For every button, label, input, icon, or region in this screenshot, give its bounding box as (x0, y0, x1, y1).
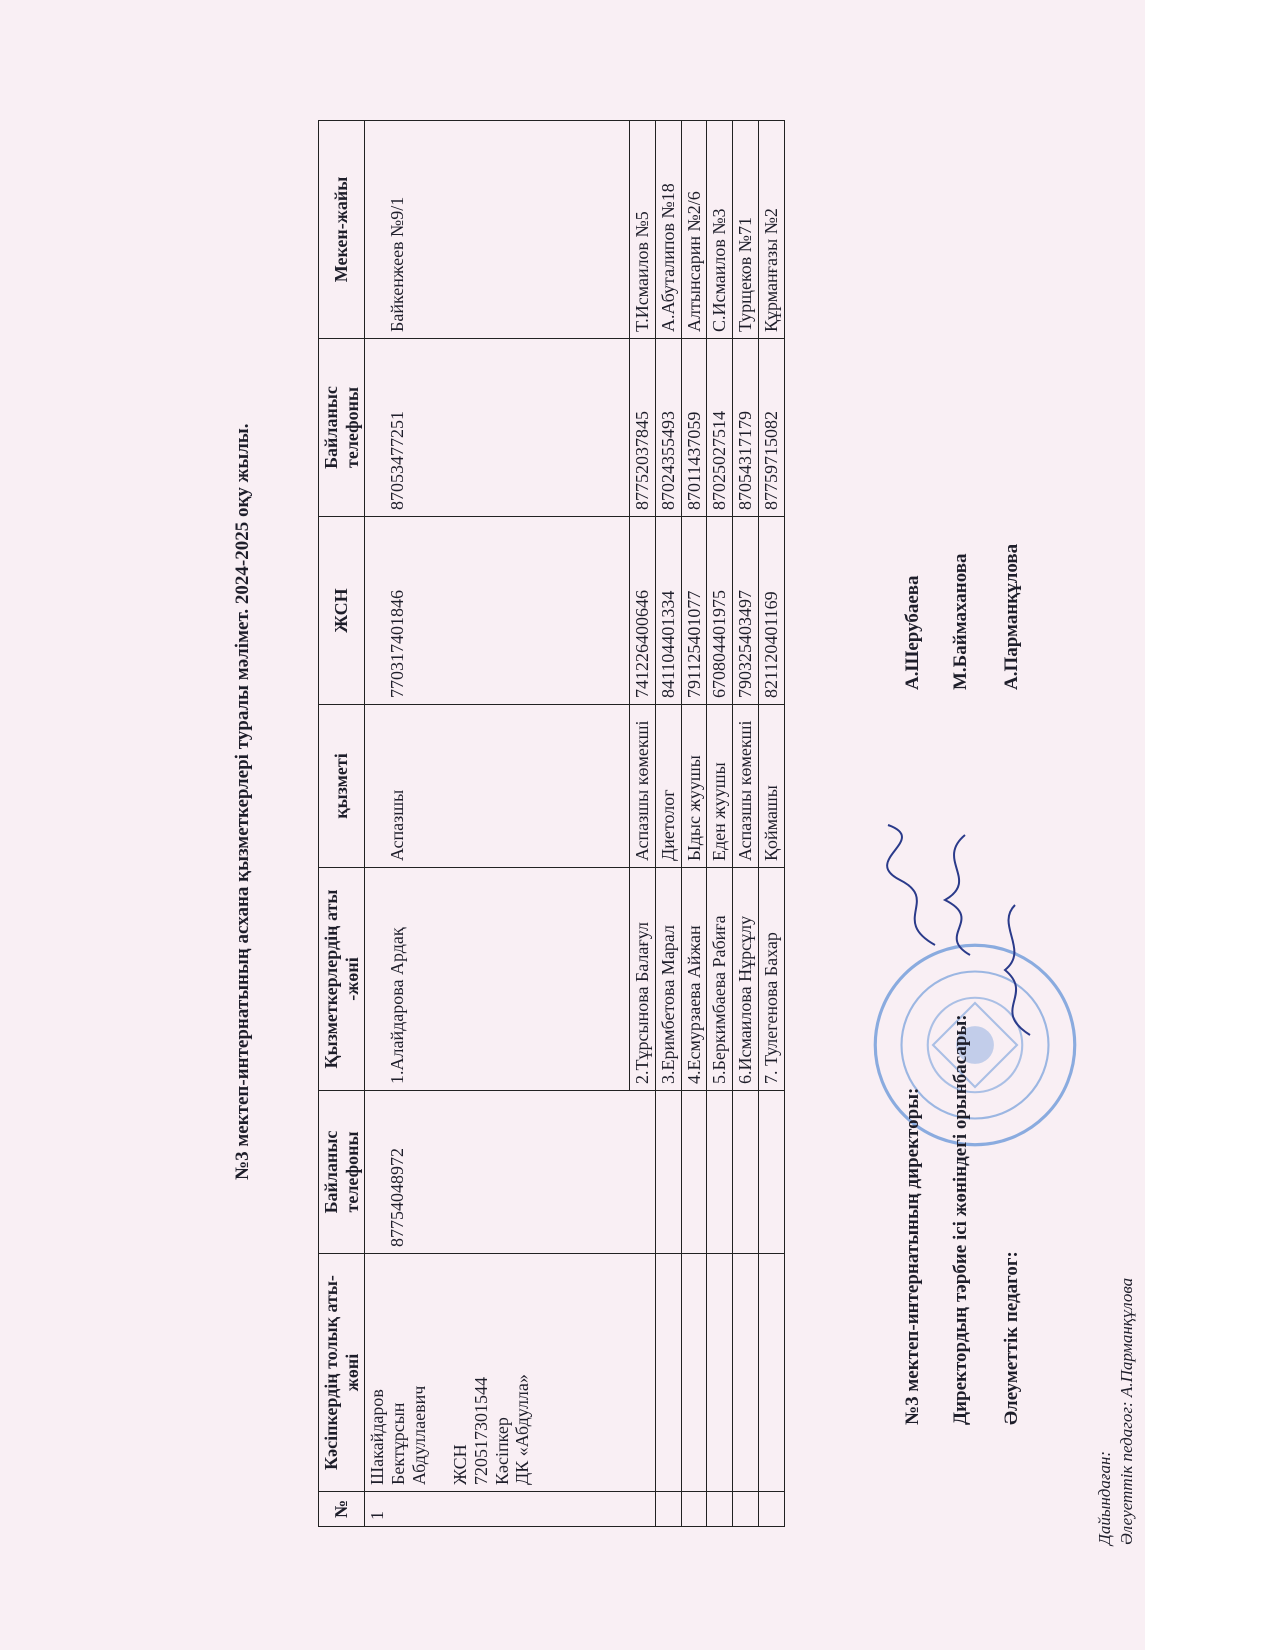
staff-address: Құрманғазы №2 (758, 121, 784, 339)
staff-address: С.Исмаилов №3 (707, 121, 733, 339)
table-row (656, 121, 682, 1527)
staff-name: 1.Алайдарова Ардақ (365, 868, 630, 1091)
empty-cell (707, 1492, 733, 1527)
empty-cell (733, 1492, 759, 1527)
empty-cell (681, 1091, 707, 1254)
table-row (365, 121, 630, 1527)
header-staff-name: Қызметкерлердің аты -жөні (319, 868, 365, 1091)
staff-iin: 791125401077 (681, 517, 707, 705)
staff-position: Аспазшы (365, 705, 630, 868)
staff-phone: 87759715082 (758, 339, 784, 517)
empty-cell (656, 1254, 682, 1492)
signature-scribble-pedagog (985, 900, 1045, 1040)
header-contractor-phone: Байланыс телефоны (319, 1091, 365, 1254)
staff-phone: 87025027514 (707, 339, 733, 517)
staff-address: Т.Исмаилов №5 (630, 121, 656, 339)
empty-cell (733, 1091, 759, 1254)
director-role: №3 мектеп-интернатының директоры: (902, 1087, 923, 1425)
staff-name: 5.Беркимбаева Рабиға (707, 868, 733, 1091)
contractor-phone: 87754048972 (365, 1091, 656, 1254)
empty-cell (758, 1254, 784, 1492)
header-staff-phone: Байланыс телефоны (319, 339, 365, 517)
staff-address: Байкенжеев №9/1 (365, 121, 630, 339)
table-header-row (319, 121, 365, 1527)
contractor-number: 1 (365, 1492, 656, 1527)
header-position: қызметі (319, 705, 365, 868)
staff-name: 6.Исмаилова Нұрсұлу (733, 868, 759, 1091)
deputy-role: Директордың тәрбие ісі жөніндегі орынбасары: (950, 1014, 971, 1425)
empty-cell (707, 1254, 733, 1492)
staff-iin: 670804401975 (707, 517, 733, 705)
staff-name: 4.Есмурзаева Айжан (681, 868, 707, 1091)
staff-iin: 821120401169 (758, 517, 784, 705)
staff-address: Алтынсарин №2/6 (681, 121, 707, 339)
staff-position: Аспазшы көмекші (630, 705, 656, 868)
empty-cell (656, 1091, 682, 1254)
staff-iin: 790325403497 (733, 517, 759, 705)
director-name: А.Шерубаева (902, 575, 923, 690)
empty-cell (758, 1091, 784, 1254)
staff-position: Еден жуушы (707, 705, 733, 868)
empty-cell (733, 1254, 759, 1492)
staff-position: Ыдыс жуушы (681, 705, 707, 868)
staff-phone: 87024355493 (656, 339, 682, 517)
header-address: Мекен-жайы (319, 121, 365, 339)
table-row (758, 121, 784, 1527)
staff-phone: 87752037845 (630, 339, 656, 517)
pedagog-role: Әлеуметтік педагог: (1001, 1251, 1022, 1425)
header-number: № (319, 1492, 365, 1527)
staff-iin: 841104401334 (656, 517, 682, 705)
empty-cell (758, 1492, 784, 1527)
header-contractor-name: Кәсіпкердің толық аты-жөні (319, 1254, 365, 1492)
deputy-name: М.Баймаханова (950, 553, 971, 690)
signature-scribble-deputy (930, 830, 990, 960)
staff-address: А.Абуталипов №18 (656, 121, 682, 339)
staff-position: Аспазшы көмекші (733, 705, 759, 868)
staff-phone: 87054317179 (733, 339, 759, 517)
contractor-name: Шакайдаров Бектұрсын Абдуллаевич ЖСН 720517301544 Кәсіпкер ДК «Абдулла» (365, 1254, 656, 1492)
table-row (733, 121, 759, 1527)
staff-address: Турщеков №71 (733, 121, 759, 339)
empty-cell (656, 1492, 682, 1527)
staff-name: 3.Еримбетова Марал (656, 868, 682, 1091)
document-title: №3 мектеп-интернатының асхана қызметкерлері туралы мәлімет. 2024-2025 оқу жылы. (232, 423, 253, 1180)
staff-iin: 770317401846 (365, 517, 630, 705)
pedagog-name: А.Парманқұлова (1001, 543, 1022, 690)
staff-position: Диетолог (656, 705, 682, 868)
staff-name: 2.Тұрсынова Балағул (630, 868, 656, 1091)
prepared-by: Әлеуеттік педагог: А.Парманқұлова (1117, 1277, 1136, 1545)
staff-position: Қоймашы (758, 705, 784, 868)
prepared-label: Дайындаған: (1095, 1450, 1114, 1545)
staff-phone: 87011437059 (681, 339, 707, 517)
empty-cell (681, 1254, 707, 1492)
staff-iin: 741226400646 (630, 517, 656, 705)
staff-phone: 87053477251 (365, 339, 630, 517)
empty-cell (681, 1492, 707, 1527)
table-row (681, 121, 707, 1527)
header-iin: ЖСН (319, 517, 365, 705)
table-row (707, 121, 733, 1527)
staff-table (318, 120, 785, 1527)
empty-cell (707, 1091, 733, 1254)
staff-name: 7. Тулегенова Бахар (758, 868, 784, 1091)
